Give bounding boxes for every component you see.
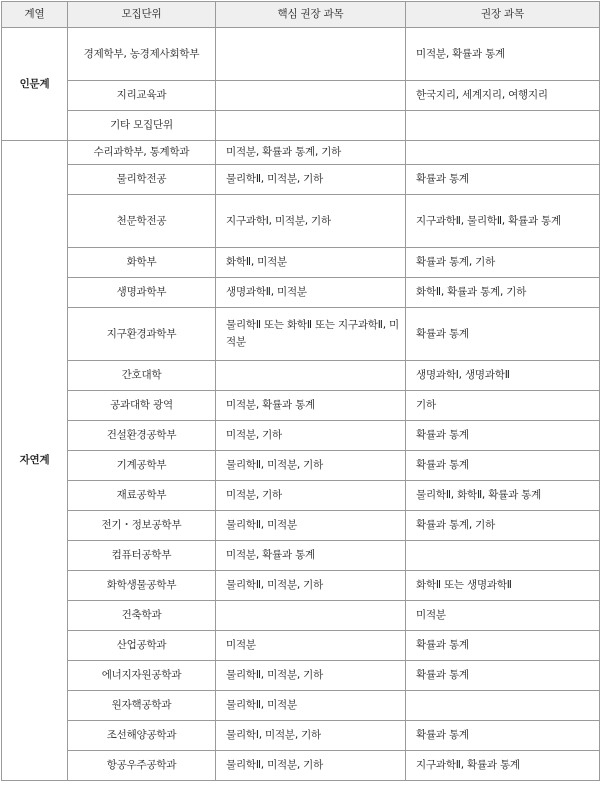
core-cell: 미적분, 기하 bbox=[216, 481, 406, 511]
rec-cell: 미적분, 확률과 통계 bbox=[406, 28, 600, 81]
table-row bbox=[2, 308, 600, 361]
unit-cell: 조선해양공학과 bbox=[68, 721, 216, 751]
core-cell bbox=[216, 81, 406, 111]
header-unit: 모집단위 bbox=[68, 2, 216, 28]
unit-cell: 전기・정보공학부 bbox=[68, 511, 216, 541]
core-cell: 미적분, 기하 bbox=[216, 421, 406, 451]
rec-cell: 확률과 통계, 기하 bbox=[406, 248, 600, 278]
core-cell: 물리학Ⅱ, 미적분, 기하 bbox=[216, 751, 406, 781]
table-row bbox=[2, 361, 600, 391]
unit-cell: 생명과학부 bbox=[68, 278, 216, 308]
core-cell: 지구과학Ⅰ, 미적분, 기하 bbox=[216, 195, 406, 248]
table-row bbox=[2, 541, 600, 571]
core-cell bbox=[216, 361, 406, 391]
rec-cell: 지구과학Ⅱ, 물리학Ⅱ, 확률과 통계 bbox=[406, 195, 600, 248]
table-row bbox=[2, 141, 600, 165]
table-row bbox=[2, 28, 600, 81]
unit-cell: 재료공학부 bbox=[68, 481, 216, 511]
table-row bbox=[2, 481, 600, 511]
group-name-humanities: 인문계 bbox=[2, 28, 68, 141]
rec-cell: 확률과 통계 bbox=[406, 451, 600, 481]
core-cell: 물리학Ⅱ, 미적분 bbox=[216, 511, 406, 541]
rec-cell: 확률과 통계 bbox=[406, 631, 600, 661]
unit-cell: 기계공학부 bbox=[68, 451, 216, 481]
rec-cell bbox=[406, 541, 600, 571]
core-cell bbox=[216, 601, 406, 631]
header-recommended-subjects: 권장 과목 bbox=[406, 2, 600, 28]
unit-cell: 건설환경공학부 bbox=[68, 421, 216, 451]
unit-cell: 지구환경과학부 bbox=[68, 308, 216, 361]
table-row bbox=[2, 511, 600, 541]
core-cell: 물리학Ⅱ, 미적분, 기하 bbox=[216, 165, 406, 195]
unit-cell: 에너지자원공학과 bbox=[68, 661, 216, 691]
rec-cell: 화학Ⅱ 또는 생명과학Ⅱ bbox=[406, 571, 600, 601]
rec-cell: 확률과 통계 bbox=[406, 661, 600, 691]
core-cell: 물리학Ⅱ, 미적분, 기하 bbox=[216, 661, 406, 691]
rec-cell: 확률과 통계 bbox=[406, 308, 600, 361]
rec-cell bbox=[406, 111, 600, 141]
header-core-subjects: 핵심 권장 과목 bbox=[216, 2, 406, 28]
core-cell: 물리학Ⅱ, 미적분 bbox=[216, 691, 406, 721]
unit-cell: 컴퓨터공학부 bbox=[68, 541, 216, 571]
unit-cell: 수리과학부, 통계학과 bbox=[68, 141, 216, 165]
table-row bbox=[2, 451, 600, 481]
rec-cell: 기하 bbox=[406, 391, 600, 421]
unit-cell: 건축학과 bbox=[68, 601, 216, 631]
rec-cell: 확률과 통계 bbox=[406, 421, 600, 451]
core-cell: 물리학Ⅰ, 미적분, 기하 bbox=[216, 721, 406, 751]
unit-cell: 공과대학 광역 bbox=[68, 391, 216, 421]
rec-cell: 지구과학Ⅱ, 확률과 통계 bbox=[406, 751, 600, 781]
table-row bbox=[2, 691, 600, 721]
unit-cell: 원자핵공학과 bbox=[68, 691, 216, 721]
rec-cell: 미적분 bbox=[406, 601, 600, 631]
header-group: 계열 bbox=[2, 2, 68, 28]
core-cell: 미적분, 확률과 통계, 기하 bbox=[216, 141, 406, 165]
unit-cell: 화학생물공학부 bbox=[68, 571, 216, 601]
table-row bbox=[2, 391, 600, 421]
unit-cell: 항공우주공학과 bbox=[68, 751, 216, 781]
core-cell: 미적분, 확률과 통계 bbox=[216, 541, 406, 571]
core-cell bbox=[216, 111, 406, 141]
table-row bbox=[2, 751, 600, 781]
unit-cell: 물리학전공 bbox=[68, 165, 216, 195]
core-cell: 미적분, 확률과 통계 bbox=[216, 391, 406, 421]
rec-cell: 한국지리, 세계지리, 여행지리 bbox=[406, 81, 600, 111]
table-row bbox=[2, 81, 600, 111]
core-cell: 화학Ⅱ, 미적분 bbox=[216, 248, 406, 278]
rec-cell: 확률과 통계 bbox=[406, 721, 600, 751]
unit-cell: 간호대학 bbox=[68, 361, 216, 391]
rec-cell: 확률과 통계 bbox=[406, 165, 600, 195]
header-row bbox=[2, 2, 600, 28]
core-cell: 물리학Ⅱ, 미적분, 기하 bbox=[216, 571, 406, 601]
rec-cell: 화학Ⅱ, 확률과 통계, 기하 bbox=[406, 278, 600, 308]
table-row bbox=[2, 631, 600, 661]
rec-cell: 확률과 통계, 기하 bbox=[406, 511, 600, 541]
table-row bbox=[2, 278, 600, 308]
unit-cell: 천문학전공 bbox=[68, 195, 216, 248]
unit-cell: 화학부 bbox=[68, 248, 216, 278]
unit-cell: 지리교육과 bbox=[68, 81, 216, 111]
table-row bbox=[2, 165, 600, 195]
core-cell: 미적분 bbox=[216, 631, 406, 661]
recommended-subjects-table bbox=[1, 1, 600, 781]
rec-cell bbox=[406, 691, 600, 721]
table-row bbox=[2, 571, 600, 601]
rec-cell: 생명과학Ⅰ, 생명과학Ⅱ bbox=[406, 361, 600, 391]
core-cell: 물리학Ⅱ, 미적분, 기하 bbox=[216, 451, 406, 481]
unit-cell: 산업공학과 bbox=[68, 631, 216, 661]
unit-cell: 기타 모집단위 bbox=[68, 111, 216, 141]
rec-cell bbox=[406, 141, 600, 165]
table-row bbox=[2, 661, 600, 691]
rec-cell: 물리학Ⅱ, 화학Ⅱ, 확률과 통계 bbox=[406, 481, 600, 511]
group-name-natural-sciences: 자연계 bbox=[2, 141, 68, 781]
table-row bbox=[2, 721, 600, 751]
table-row bbox=[2, 111, 600, 141]
table-row bbox=[2, 601, 600, 631]
table-row bbox=[2, 248, 600, 278]
core-cell: 물리학Ⅱ 또는 화학Ⅱ 또는 지구과학Ⅱ, 미적분 bbox=[216, 308, 406, 361]
core-cell: 생명과학Ⅱ, 미적분 bbox=[216, 278, 406, 308]
table-row bbox=[2, 195, 600, 248]
core-cell bbox=[216, 28, 406, 81]
unit-cell: 경제학부, 농경제사회학부 bbox=[68, 28, 216, 81]
table-row bbox=[2, 421, 600, 451]
